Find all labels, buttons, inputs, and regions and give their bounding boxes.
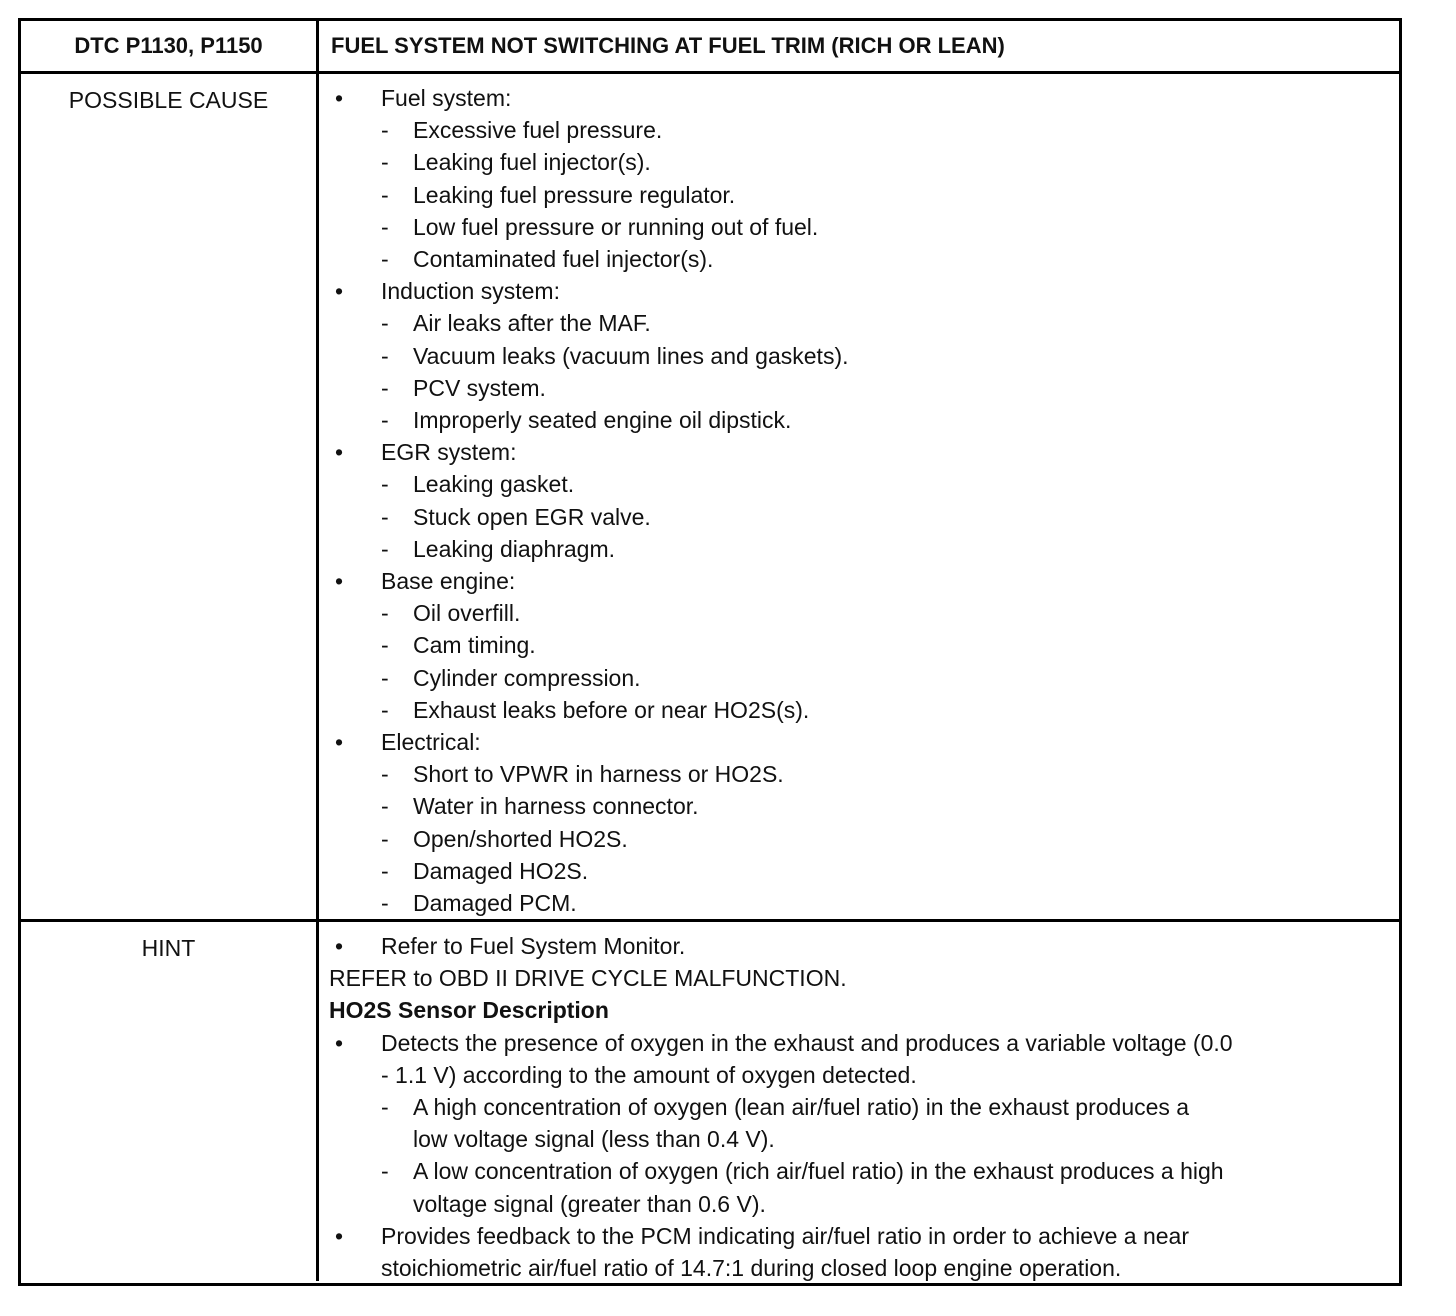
table-header-row	[21, 21, 1399, 71]
hint-dash-continuation: voltage signal (greater than 0.6 V).	[413, 1190, 766, 1217]
cause-item: - Leaking diaphragm.	[329, 533, 1399, 565]
possible-cause-row	[21, 71, 1399, 919]
cause-item: - Air leaks after the MAF.	[329, 307, 1399, 339]
cause-group-title: • EGR system:	[329, 436, 1399, 468]
cause-item: - Excessive fuel pressure.	[329, 114, 1399, 146]
possible-cause-label: POSSIBLE CAUSE	[21, 74, 319, 919]
cause-item: - Cylinder compression.	[329, 662, 1399, 694]
cause-item: - Vacuum leaks (vacuum lines and gaskets).	[329, 340, 1399, 372]
cause-item: - Leaking gasket.	[329, 468, 1399, 500]
cause-group-title: • Fuel system:	[329, 82, 1399, 114]
hint-bullet-continuation: stoichiometric air/fuel ratio of 14.7:1 during closed loop engine operation.	[381, 1255, 1122, 1282]
hint-bullet: • Detects the presence of oxygen in the exhaust and produces a variable voltage (0.0	[329, 1027, 1399, 1059]
hint-bullet: • Provides feedback to the PCM indicating air/fuel ratio in order to achieve a near	[329, 1220, 1399, 1252]
hint-content	[319, 922, 1399, 1281]
cause-item: - Cam timing.	[329, 629, 1399, 661]
hint-dash-continuation: low voltage signal (less than 0.4 V).	[413, 1126, 775, 1153]
cause-group-title: • Electrical:	[329, 726, 1399, 758]
hint-refer-line: REFER to OBD II DRIVE CYCLE MALFUNCTION.	[329, 965, 847, 992]
dtc-title: FUEL SYSTEM NOT SWITCHING AT FUEL TRIM (RICH OR LEAN)	[331, 33, 1005, 58]
cause-item: - Short to VPWR in harness or HO2S.	[329, 758, 1399, 790]
cause-item: - Damaged HO2S.	[329, 855, 1399, 887]
cause-item: - Leaking fuel injector(s).	[329, 146, 1399, 178]
hint-subtitle: HO2S Sensor Description	[329, 997, 609, 1024]
cause-item: - Low fuel pressure or running out of fuel.	[329, 211, 1399, 243]
cause-item: - Improperly seated engine oil dipstick.	[329, 404, 1399, 436]
dtc-table	[18, 18, 1402, 1286]
cause-group-title: • Induction system:	[329, 275, 1399, 307]
cause-item: - Open/shorted HO2S.	[329, 823, 1399, 855]
cause-group-title: • Base engine:	[329, 565, 1399, 597]
hint-dash-item: - A high concentration of oxygen (lean air/fuel ratio) in the exhaust produces a	[329, 1091, 1399, 1123]
cause-item: - Exhaust leaks before or near HO2S(s).	[329, 694, 1399, 726]
cause-item: - Leaking fuel pressure regulator.	[329, 179, 1399, 211]
hint-dash-item: - A low concentration of oxygen (rich air/fuel ratio) in the exhaust produces a high	[329, 1155, 1399, 1187]
cause-item: - Water in harness connector.	[329, 790, 1399, 822]
hint-bullet-continuation: - 1.1 V) according to the amount of oxygen detected.	[381, 1061, 917, 1088]
hint-row	[21, 919, 1399, 1281]
cause-item: - PCV system.	[329, 372, 1399, 404]
hint-label: HINT	[21, 922, 319, 1281]
dtc-code: DTC P1130, P1150	[21, 21, 319, 71]
cause-item: - Damaged PCM.	[329, 887, 1399, 919]
cause-item: - Stuck open EGR valve.	[329, 501, 1399, 533]
cause-item: - Oil overfill.	[329, 597, 1399, 629]
hint-bullet: • Refer to Fuel System Monitor.	[329, 930, 1399, 962]
cause-item: - Contaminated fuel injector(s).	[329, 243, 1399, 275]
possible-cause-list	[319, 74, 1399, 919]
